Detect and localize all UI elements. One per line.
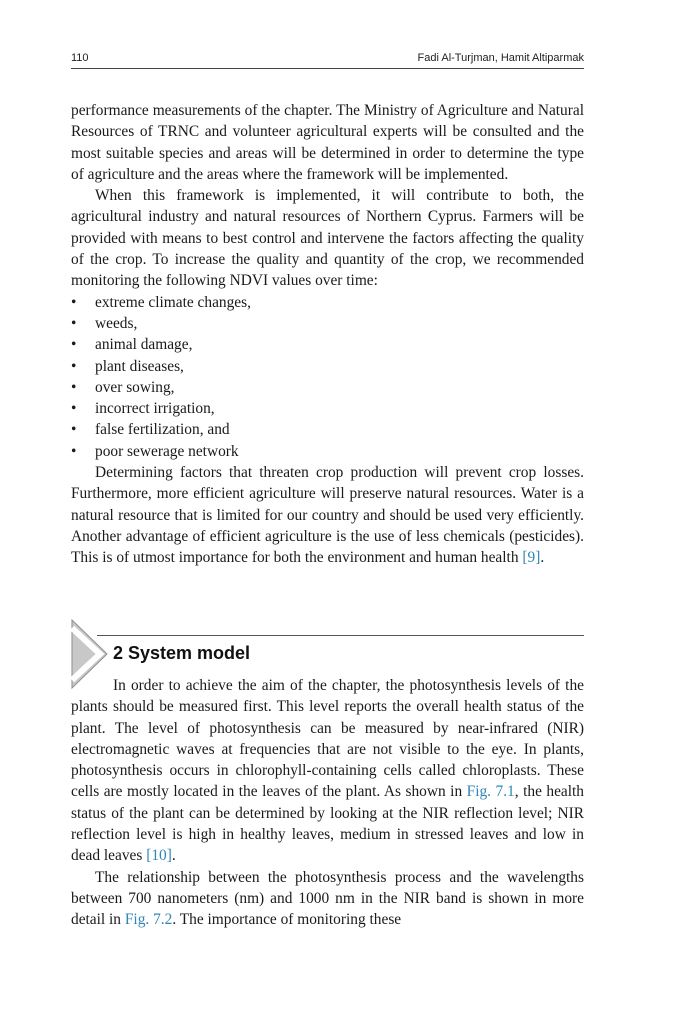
- page-number: 110: [71, 52, 89, 64]
- paragraph-continuation: performance measurements of the chapter. The Ministry of Agriculture and Natural Resources of TRNC and volunteer agricultural experts will be consulted and the most suitable species and areas will be determined in order to determine the type of agriculture and the areas where the framework will be implemented.: [71, 102, 584, 183]
- list-item: • plant diseases,: [71, 356, 584, 377]
- bullet-icon: •: [71, 421, 77, 439]
- list-item: • animal damage,: [71, 334, 584, 355]
- bullet-icon: •: [71, 357, 77, 375]
- running-header: [71, 52, 584, 69]
- bullet-icon: •: [71, 378, 77, 396]
- bullet-icon: •: [71, 442, 77, 460]
- paragraph-wavelengths: The relationship between the photosynthesis process and the wavelengths between 700 nanometers (nm) and 1000 nm in the NIR band is shown in more detail in Fig. 7.2. The importance of monitoring these: [71, 868, 584, 929]
- list-item: • extreme climate changes,: [71, 292, 584, 313]
- body-text-top: [71, 100, 584, 569]
- bullet-icon: •: [71, 400, 77, 418]
- figure-link[interactable]: Fig. 7.2: [124, 911, 173, 929]
- body-text-section: [71, 675, 584, 931]
- ndvi-factor-list: [71, 292, 584, 462]
- citation-link[interactable]: [10]: [146, 847, 172, 865]
- list-item: • false fertilization, and: [71, 419, 584, 440]
- paragraph-framework: When this framework is implemented, it will contribute to both, the agricultural industry and natural resources of Northern Cyprus. Farmers will be provided with means to best control and intervene the factors affecting the quality of the crop. To increase the quality and quantity of the crop, we recommended monitoring the following NDVI values over time:: [71, 187, 584, 290]
- bullet-icon: •: [71, 293, 77, 311]
- list-item: • incorrect irrigation,: [71, 398, 584, 419]
- section-title: 2 System model: [113, 643, 251, 663]
- list-item: • over sowing,: [71, 377, 584, 398]
- list-item: • poor sewerage network: [71, 441, 584, 462]
- running-authors: Fadi Al-Turjman, Hamit Altiparmak: [417, 52, 584, 64]
- bullet-icon: •: [71, 336, 77, 354]
- paragraph-crop-losses: Determining factors that threaten crop production will prevent crop losses. Furthermore, more efficient agriculture will preserve natural resources. Water is a natural resource that is limited for our country and should be used very efficiently. Another advantage of efficient agriculture is the use of less chemicals (pesticides). This is of utmost importance for both the environment and human health [9].: [71, 464, 584, 567]
- bullet-icon: •: [71, 314, 77, 332]
- citation-link[interactable]: [9]: [522, 549, 541, 567]
- list-item: • weeds,: [71, 313, 584, 334]
- figure-link[interactable]: Fig. 7.1: [466, 783, 515, 801]
- section-rule: [97, 635, 584, 636]
- paragraph-photosynthesis: In order to achieve the aim of the chapter, the photosynthesis levels of the plants should be measured first. This level reports the overall health status of the plant. The level of photosynthesis can be measured by near-infrared (NIR) electromagnetic waves at frequencies that are not visible to the eye. In plants, photosynthesis occurs in chlorophyll-containing cells called chloroplasts. These cells are mostly located in the leaves of the plant. As shown in Fig. 7.1, the health status of the plant can be determined by looking at the NIR reflection level; NIR reflection level is high in healthy leaves, medium in stressed leaves and low in dead leaves [10].: [71, 677, 585, 865]
